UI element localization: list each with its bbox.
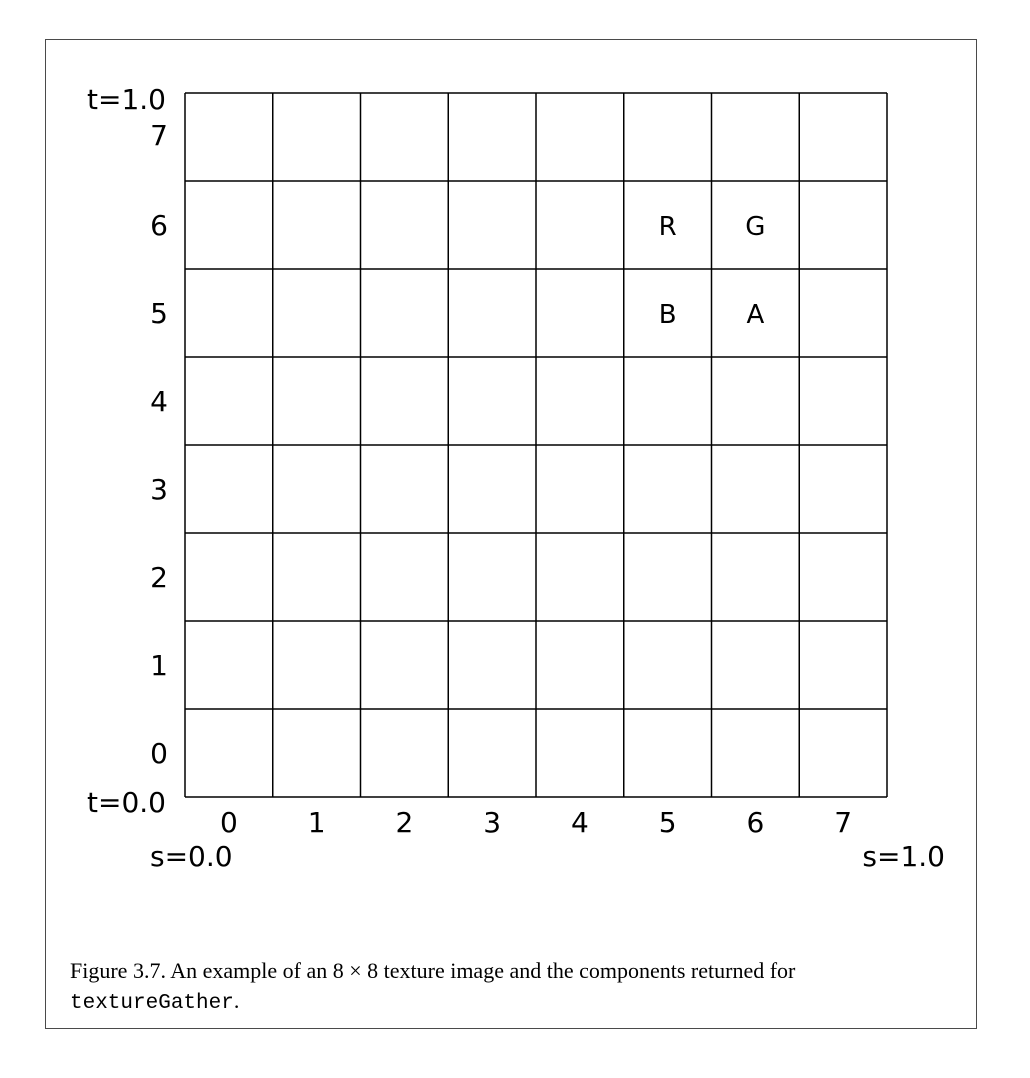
column-label: 2 [395, 806, 414, 839]
s-max-label: s=1.0 [862, 840, 945, 873]
row-label: 4 [150, 385, 168, 418]
grid-lines [185, 93, 887, 797]
column-label: 5 [658, 806, 677, 839]
row-label: 6 [150, 209, 168, 242]
row-label: 5 [150, 297, 168, 330]
gather-component-a: A [746, 300, 765, 330]
column-label: 1 [307, 806, 326, 839]
column-label: 6 [746, 806, 765, 839]
column-label: 3 [483, 806, 502, 839]
row-label: 0 [150, 737, 168, 770]
row-label: 7 [150, 119, 168, 152]
s-min-label: s=0.0 [150, 840, 233, 873]
gather-component-b: B [658, 300, 677, 330]
caption-tail: . [233, 988, 240, 1013]
column-labels [220, 806, 852, 839]
column-label: 4 [570, 806, 589, 839]
gather-component-r: R [658, 212, 677, 242]
caption-text: Figure 3.7. An example of an 8 × 8 texture image and the components returned for [70, 958, 796, 983]
column-label: 0 [219, 806, 238, 839]
row-label: 3 [150, 473, 168, 506]
caption-code: textureGather [70, 992, 234, 1015]
t-max-label: t=1.0 [87, 83, 166, 116]
row-labels [150, 119, 168, 770]
row-label: 2 [150, 561, 168, 594]
figure-caption [70, 956, 970, 1019]
gather-component-g: G [745, 212, 766, 242]
row-label: 1 [150, 649, 168, 682]
column-label: 7 [834, 806, 853, 839]
t-min-label: t=0.0 [87, 786, 166, 819]
